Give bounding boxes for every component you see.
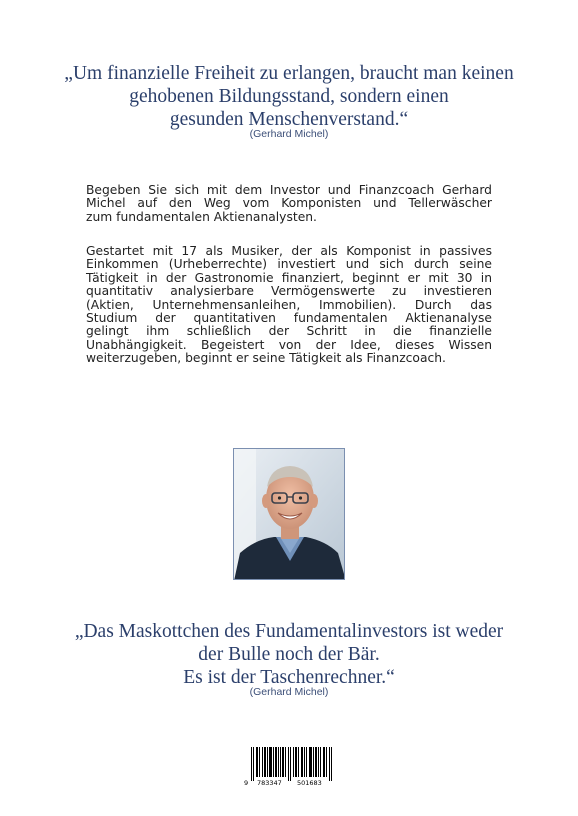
bio-p2-line-4: quantitativ analysierbare Vermögenswerte zu investieren xyxy=(86,284,492,299)
barcode-digit-first: 9 xyxy=(244,779,249,787)
barcode-digits-left: 783347 xyxy=(257,779,282,787)
bio-p2-line-3: Tätigkeit in der Gastronomie finanziert, beginnt er mit 30 in xyxy=(86,270,492,285)
isbn-barcode xyxy=(244,745,340,787)
quote-top-line-3: gesunden Menschenverstand.“ xyxy=(169,109,409,130)
quote-top-line-2: gehobenen Bildungsstand, sondern einen xyxy=(129,86,449,107)
bio-p2-line-1: Gestartet mit 17 als Musiker, der als Komponist in passives xyxy=(86,244,492,258)
quote-top-line-1: „Um finanzielle Freiheit zu erlangen, braucht man keinen xyxy=(64,63,514,84)
quote-top xyxy=(0,62,578,131)
quote-bottom-line-3: Es ist der Taschenrechner.“ xyxy=(183,667,395,688)
bio-paragraph-1 xyxy=(86,184,492,224)
quote-bottom-line-1: „Das Maskottchen des Fundamentalinvestors ist weder xyxy=(74,621,504,642)
quote-bottom-line-2: der Bulle noch der Bär. xyxy=(198,644,380,665)
author-photo xyxy=(233,448,345,580)
bio-p2-line-8: Unabhängigkeit. Begeistert von der Idee, dieses Wissen xyxy=(86,337,492,352)
quote-bottom-author: (Gerhard Michel) xyxy=(249,686,329,698)
bio-p2-line-5: (Aktien, Unternehmensanleihen, Immobilien). Durch das xyxy=(86,297,492,312)
bio-paragraph-2 xyxy=(86,245,492,366)
author-portrait xyxy=(234,449,345,580)
bio-p2-line-9: weiterzugeben, beginnt er seine Tätigkeit als Finanzcoach. xyxy=(86,351,446,366)
bio-p2-line-2: Einkommen (Urheberrechte) investiert und sich durch seine xyxy=(86,257,492,272)
bio-p2-line-7: gelingt ihm schließlich der Schritt in die finanzielle xyxy=(86,324,492,339)
bio-p1-line-3: zum fundamentalen Aktienanalysten. xyxy=(86,209,317,224)
bio-p2-line-6: Studium der quantitativen fundamentalen Aktienanalyse xyxy=(86,311,492,326)
bio-p1-line-1: Begeben Sie sich mit dem Investor und Finanzcoach Gerhard xyxy=(86,183,492,197)
barcode-bars xyxy=(244,745,340,787)
quote-top-author: (Gerhard Michel) xyxy=(249,128,329,140)
barcode-digits-right: 501683 xyxy=(297,779,322,787)
quote-bottom xyxy=(0,620,578,689)
bio-p1-line-2: Michel auf den Weg vom Komponisten und Tellerwäscher xyxy=(86,196,492,211)
